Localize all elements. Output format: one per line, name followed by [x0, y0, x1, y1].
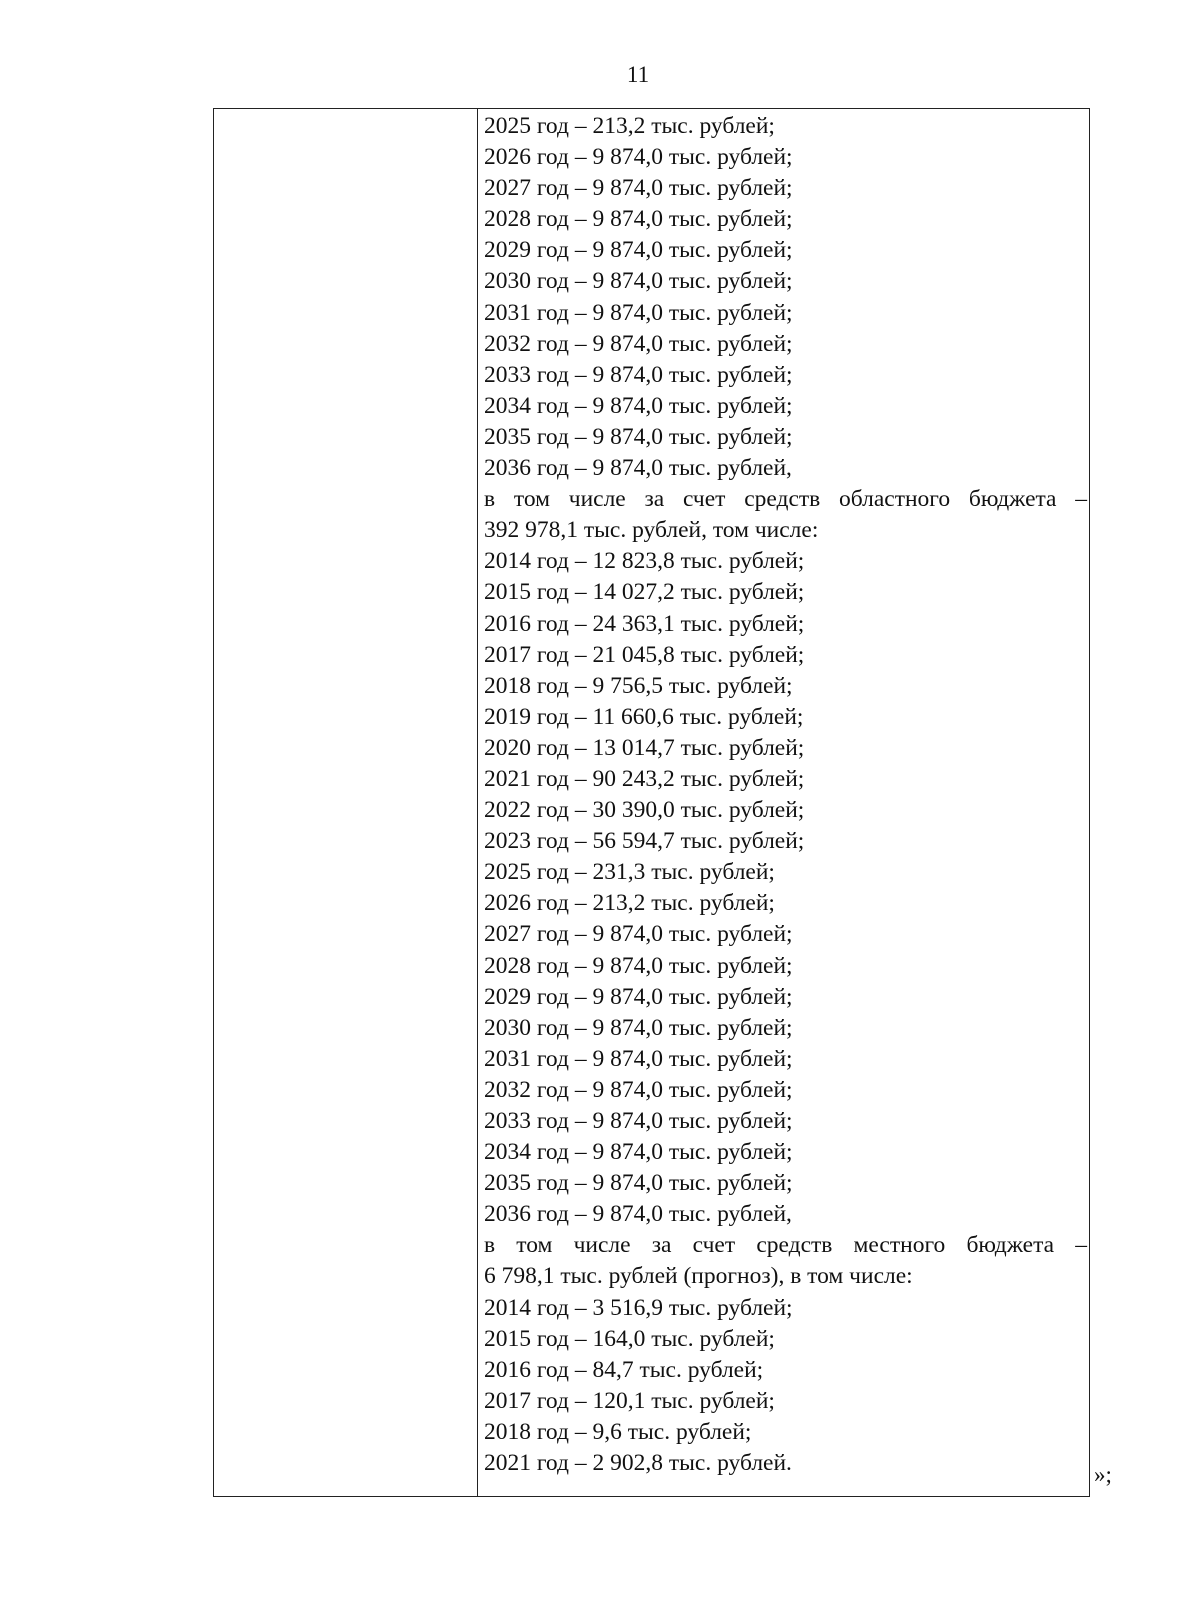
- funding-line: 2025 год – 213,2 тыс. рублей;: [484, 113, 775, 139]
- funding-line: 2026 год – 9 874,0 тыс. рублей;: [484, 144, 793, 171]
- funding-line: 2017 год – 120,1 тыс. рублей;: [484, 1387, 775, 1414]
- funding-lines: [484, 111, 1089, 1479]
- funding-line: 2028 год – 9 874,0 тыс. рублей;: [484, 952, 793, 979]
- funding-line: 2018 год – 9 756,5 тыс. рублей;: [484, 672, 793, 699]
- funding-line: 2014 год – 12 823,8 тыс. рублей;: [484, 548, 805, 575]
- funding-line: 2033 год – 9 874,0 тыс. рублей;: [484, 361, 793, 388]
- funding-line: 2019 год – 11 660,6 тыс. рублей;: [484, 703, 804, 730]
- funding-line: 2020 год – 13 014,7 тыс. рублей;: [484, 734, 805, 761]
- funding-line: 2029 год – 9 874,0 тыс. рублей;: [484, 983, 793, 1010]
- funding-line: 2016 год – 24 363,1 тыс. рублей;: [484, 610, 805, 637]
- funding-line: 2033 год – 9 874,0 тыс. рублей;: [484, 1108, 793, 1134]
- funding-line: 2028 год – 9 874,0 тыс. рублей;: [484, 206, 793, 233]
- funding-line: 2021 год – 2 902,8 тыс. рублей.: [484, 1450, 792, 1477]
- funding-line: 2035 год – 9 874,0 тыс. рублей;: [484, 1170, 793, 1197]
- funding-line: 2015 год – 14 027,2 тыс. рублей;: [484, 579, 805, 606]
- funding-line: 2014 год – 3 516,9 тыс. рублей;: [484, 1294, 793, 1321]
- funding-line: 2036 год – 9 874,0 тыс. рублей,: [484, 455, 792, 482]
- funding-line: 2030 год – 9 874,0 тыс. рублей;: [484, 1014, 793, 1041]
- funding-line: 2025 год – 231,3 тыс. рублей;: [484, 859, 775, 886]
- table-right-cell: [478, 109, 1089, 1496]
- funding-line: 2034 год – 9 874,0 тыс. рублей;: [484, 1139, 793, 1166]
- funding-line: 2032 год – 9 874,0 тыс. рублей;: [484, 1076, 793, 1103]
- funding-line: 2030 год – 9 874,0 тыс. рублей;: [484, 268, 793, 295]
- funding-line: 2036 год – 9 874,0 тыс. рублей,: [484, 1201, 792, 1228]
- funding-line: 2017 год – 21 045,8 тыс. рублей;: [484, 641, 805, 668]
- funding-line: 2021 год – 90 243,2 тыс. рублей;: [484, 765, 805, 792]
- funding-line: 2034 год – 9 874,0 тыс. рублей;: [484, 392, 793, 419]
- closing-quote-mark: »;: [1094, 1462, 1112, 1487]
- funding-table: [213, 108, 1090, 1497]
- funding-line: 2018 год – 9,6 тыс. рублей;: [484, 1418, 752, 1445]
- funding-line: 2031 год – 9 874,0 тыс. рублей;: [484, 299, 793, 326]
- funding-line: 2027 год – 9 874,0 тыс. рублей;: [484, 921, 793, 948]
- funding-heading-regional: в том числе за счет средств областного бюджета –: [484, 486, 1087, 513]
- table-left-cell: [214, 109, 478, 1496]
- funding-line: 2032 год – 9 874,0 тыс. рублей;: [484, 330, 793, 357]
- funding-line: 2031 год – 9 874,0 тыс. рублей;: [484, 1045, 793, 1072]
- funding-heading-local: в том числе за счет средств местного бюджета –: [484, 1232, 1087, 1259]
- funding-line: 2016 год – 84,7 тыс. рублей;: [484, 1356, 764, 1383]
- funding-line: 2026 год – 213,2 тыс. рублей;: [484, 890, 775, 917]
- funding-line: 2023 год – 56 594,7 тыс. рублей;: [484, 828, 805, 855]
- funding-line: 2015 год – 164,0 тыс. рублей;: [484, 1325, 775, 1352]
- funding-line: 2022 год – 30 390,0 тыс. рублей;: [484, 797, 805, 824]
- funding-line: 2027 год – 9 874,0 тыс. рублей;: [484, 175, 793, 202]
- funding-total-local: 6 798,1 тыс. рублей (прогноз), в том числе:: [484, 1263, 913, 1290]
- page-number: 11: [626, 62, 650, 87]
- funding-total-regional: 392 978,1 тыс. рублей, том числе:: [484, 517, 819, 544]
- funding-line: 2035 год – 9 874,0 тыс. рублей;: [484, 423, 793, 450]
- funding-line: 2029 год – 9 874,0 тыс. рублей;: [484, 237, 793, 264]
